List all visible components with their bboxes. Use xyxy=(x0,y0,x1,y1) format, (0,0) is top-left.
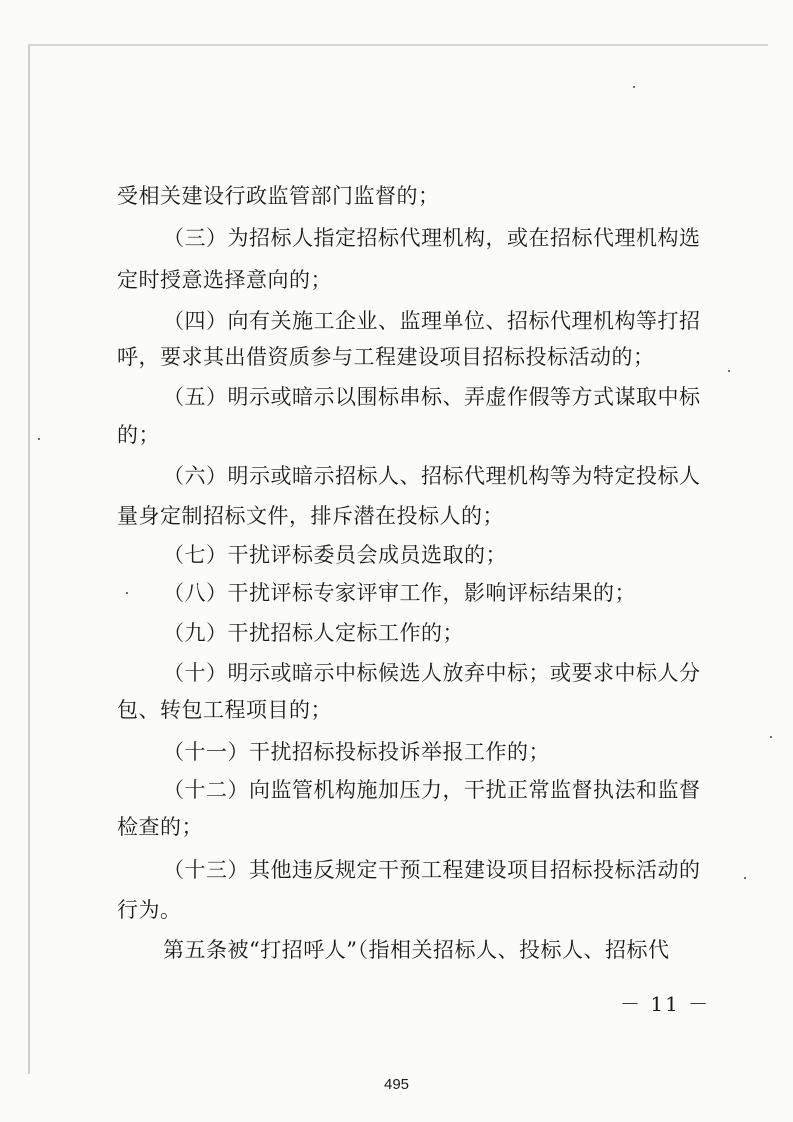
body-line: （九）干扰招标人定标工作的； xyxy=(163,621,464,645)
body-line: （六）明示或暗示招标人、招标代理机构等为特定投标人 xyxy=(163,464,701,488)
body-line: 包、转包工程项目的； xyxy=(117,698,332,722)
body-line: 受相关建设行政监管部门监督的； xyxy=(117,184,440,208)
scan-speck xyxy=(728,370,730,372)
body-line: （三）为招标人指定招标代理机构，或在招标代理机构选 xyxy=(163,226,701,250)
body-line: 呼，要求其出借资质参与工程建设项目招标投标活动的； xyxy=(117,345,655,369)
body-line: （十二）向监管机构施加压力，干扰正常监督执法和监督 xyxy=(163,778,701,802)
body-line: （七）干扰评标委员会成员选取的； xyxy=(163,543,507,567)
scan-speck xyxy=(126,592,128,594)
body-line: 量身定制招标文件，排斥潜在投标人的； xyxy=(117,504,504,528)
page-number: － 11 － xyxy=(620,992,711,1016)
body-line: 行为。 xyxy=(117,898,182,922)
body-line: （四）向有关施工企业、监理单位、招标代理机构等打招 xyxy=(163,309,701,333)
body-line: （十）明示或暗示中标候选人放弃中标；或要求中标人分 xyxy=(163,661,701,685)
body-line: 定时授意选择意向的； xyxy=(117,268,332,292)
body-line: 检查的； xyxy=(117,815,203,839)
scan-speck xyxy=(38,438,40,440)
page-top-edge xyxy=(28,44,768,46)
body-line: （十三）其他违反规定干预工程建设项目招标投标活动的 xyxy=(163,858,701,882)
scan-speck xyxy=(744,877,746,879)
body-line: 第五条被“打招呼人”（指相关招标人、投标人、招标代 xyxy=(163,938,670,962)
body-line: （十一）干扰招标投标投诉举报工作的； xyxy=(163,740,550,764)
footer-page-number: 495 xyxy=(384,1076,410,1093)
body-line: 的； xyxy=(117,423,160,447)
body-line: （八）干扰评标专家评审工作，影响评标结果的； xyxy=(163,581,636,605)
body-line: （五）明示或暗示以围标串标、弄虚作假等方式谋取中标 xyxy=(163,385,701,409)
scan-speck xyxy=(633,86,635,88)
scan-speck xyxy=(770,736,772,738)
page-left-edge xyxy=(28,44,30,1074)
